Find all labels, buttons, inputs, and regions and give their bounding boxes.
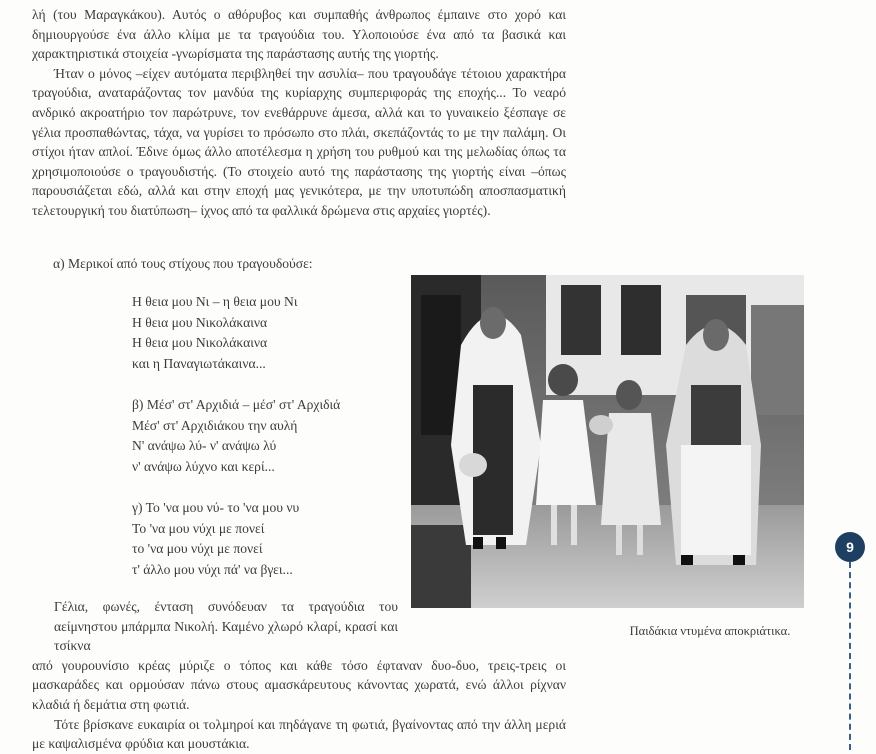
page-number: 9: [846, 539, 854, 555]
verse-line: το 'να μου νύχι με πονεί: [132, 541, 263, 557]
stanza-b: [132, 395, 402, 477]
page-number-badge: [835, 532, 865, 562]
verse-line: ν' ανάψω λύχνο και κερί...: [132, 458, 275, 474]
verse-line: Το 'να μου νύχι με πονεί: [132, 520, 265, 536]
verse-line: Ν' ανάψω λύ- ν' ανάψω λύ: [132, 438, 277, 454]
paragraph-last: Τότε βρίσκανε ευκαιρία οι τολμηροί και πηδάγανε τη φωτιά, βγαίνοντας από την άλλη μεριά με καψαλισμένα φρύδια και μουστάκια.: [32, 716, 566, 752]
verse-line: γ) Το 'να μου νύ- το 'να μου νυ: [132, 499, 300, 515]
stanza-a: [132, 292, 402, 374]
stanza-c: [132, 498, 402, 580]
photo-children-costumes: [411, 275, 804, 608]
verse-line: Μέσ' στ' Αρχιδιάκου την αυλή: [132, 417, 298, 433]
verses-block: [132, 292, 402, 601]
verse-line: Η θεια μου Νικολάκαινα: [132, 335, 268, 351]
verse-line: Η θεια μου Νικολάκαινα: [132, 314, 268, 330]
verse-line: και η Παναγιωτάκαινα...: [132, 355, 266, 371]
photo-caption: Παιδάκια ντυμένα αποκριάτικα.: [629, 624, 791, 638]
verse-line: τ' άλλο μου νύχι πά' να βγει...: [132, 561, 293, 577]
margin-dashed-rule: [849, 562, 851, 750]
paragraph-main: Ήταν ο μόνος –είχεν αυτόματα περιβληθεί την ασυλία– που τραγουδάγε τέτοιου χαρακτήρα τραγούδια, αναταράζοντας τον μανδύα της κυρίαρχης συμπεριφοράς της εποχής... Το νεαρό ανδρικό ακροατήριο τον παρώτρυνε, τον ενεθάρρυνε άμεσα, αλλά και το γυναικείο ξέσπαγε σε γέλια προσπαθώντας, τάχα, να γυρίσει το πρόσωπο στο πλάι, σκεπάζοντάς το με την παλάμη. Οι στίχοι ήταν απλοί. Έδινε όμως άλλο αποτέλεσμα η χρήση του ρυθμού και της μελωδίας όπως τα χρησιμοποιούσε ο τραγουδιστής. (Το στοιχείο αυτό της παράστασης της γιορτής είναι –όπως παρουσιάζεται εδώ, αλλά και στην εποχή μας γενικότερα, με την υποτυπώδη αποσπασματική τελετουργική του διατύπωση– ίχνος από τα φαλλικά δρώμενα στις αρχαίες γιορτές).: [32, 65, 566, 218]
text-block-top: [32, 5, 566, 221]
text-block-bottom: [32, 597, 566, 754]
verses-intro: α) Μερικοί από τους στίχους που τραγουδούσε:: [53, 256, 313, 271]
paragraph-bottom-first: Γέλια, φωνές, ένταση συνόδευαν τα τραγούδια του αείμνηστου μπάρμπα Νικολή. Καμένο χλωρό κλαρί, κρασί και τσίκνα: [54, 599, 398, 654]
paragraph-bottom-rest: από γουρουνίσιο κρέας μύριζε ο τόπος και κάθε τόσο έφταναν δυο-δυο, τρεις-τρεις οι μασκαράδες και ορμούσαν πάνω στους αμασκάρευτους κάνοντας χωρατά, ενώ άλλοι ρίχναν κλαδιά ή δεμάτια στη φωτιά.: [32, 657, 566, 712]
verse-line: Η θεια μου Νι – η θεια μου Νι: [132, 294, 298, 309]
photo-illustration: [411, 275, 804, 608]
verse-line: β) Μέσ' στ' Αρχιδιά – μέσ' στ' Αρχιδιά: [132, 396, 341, 412]
paragraph-continuation: λή (του Μαραγκάκου). Αυτός ο αθόρυβος και συμπαθής άνθρωπος έμπαινε στο χορό και δημιουργούσε ένα άλλο κλίμα με τα τραγούδια του. Υλοποιούσε ένα από τα βασικά και χαρακτηριστικά στοιχεία -γνωρίσματα της παράστασης αυτής της γιορτής.: [32, 7, 566, 62]
